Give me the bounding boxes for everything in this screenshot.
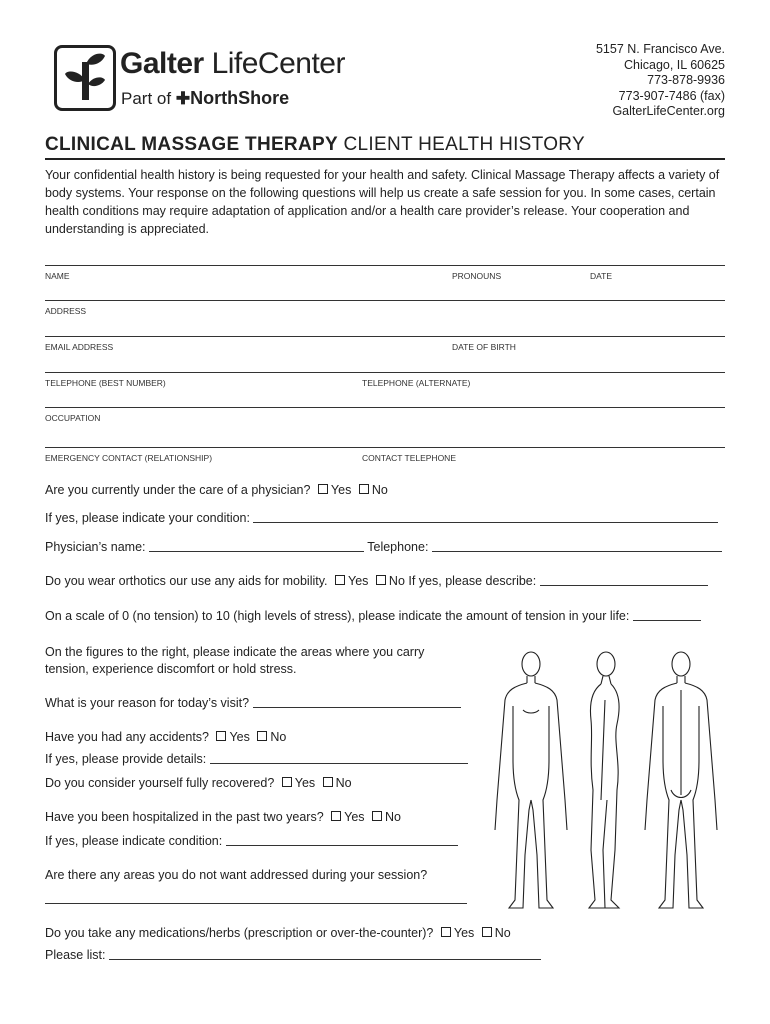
emergency-line[interactable]: [45, 447, 725, 448]
address-phone: 773-878-9936: [647, 73, 725, 87]
details-blank[interactable]: [210, 752, 468, 764]
reason-question: [45, 696, 461, 710]
condition-blank[interactable]: [253, 511, 718, 523]
contact-telephone-label: CONTACT TELEPHONE: [362, 453, 456, 463]
title-regular: CLIENT HEALTH HISTORY: [343, 134, 585, 155]
physician-yes-label: Yes: [330, 483, 352, 497]
body-figures[interactable]: [485, 650, 725, 912]
email-line[interactable]: [45, 336, 725, 337]
dob-label: DATE OF BIRTH: [452, 342, 516, 352]
hospital-condition-blank[interactable]: [226, 834, 458, 846]
address-street: 5157 N. Francisco Ave.: [595, 42, 725, 56]
hospitalized-no-label: No: [385, 810, 402, 824]
tension-scale-question: [45, 609, 701, 623]
address-website: GalterLifeCenter.org: [612, 104, 725, 118]
occupation-line[interactable]: [45, 407, 725, 408]
please-list-blank[interactable]: [109, 948, 541, 960]
reason-text: What is your reason for today’s visit?: [45, 696, 250, 710]
medications-text: Do you take any medications/herbs (prescription or over-the-counter)?: [45, 926, 434, 940]
orthotics-yes-label: Yes: [348, 574, 369, 588]
physician-name-blank[interactable]: [149, 540, 364, 552]
hospitalized-question: [45, 810, 401, 824]
page-title: [45, 134, 585, 156]
name-line[interactable]: [45, 265, 725, 266]
recovered-text: Do you consider yourself fully recovered?: [45, 776, 275, 790]
accidents-yes-label: Yes: [229, 730, 250, 744]
brand-northshore: NorthShore: [190, 88, 290, 108]
brand-lifecenter: LifeCenter: [211, 47, 345, 80]
accidents-no-label: No: [270, 730, 287, 744]
logo-mark: [54, 45, 116, 111]
areas-blank[interactable]: [45, 903, 467, 904]
medications-question: [45, 926, 511, 940]
body-figure-front[interactable]: [495, 652, 567, 908]
condition-question: [45, 511, 718, 525]
cross-icon: ✚: [175, 89, 191, 108]
physician-text: Are you currently under the care of a physician?: [45, 483, 311, 497]
telephone-best-label: TELEPHONE (BEST NUMBER): [45, 378, 166, 388]
physician-yes-checkbox[interactable]: [318, 484, 328, 494]
condition-text: If yes, please indicate your condition:: [45, 511, 250, 525]
physician-telephone-text: Telephone:: [367, 540, 429, 554]
brand-affiliation: [121, 88, 289, 109]
medications-yes-checkbox[interactable]: [441, 927, 451, 937]
orthotics-yes-checkbox[interactable]: [335, 575, 345, 585]
occupation-label: OCCUPATION: [45, 413, 101, 423]
brand-name: [120, 47, 345, 81]
figures-instruction-line2: tension, experience discomfort or hold stress.: [45, 662, 297, 676]
orthotics-text: Do you wear orthotics our use any aids for mobility.: [45, 574, 328, 588]
medications-no-checkbox[interactable]: [482, 927, 492, 937]
orthotics-describe-text: If yes, please describe:: [408, 574, 537, 588]
telephone-alt-label: TELEPHONE (ALTERNATE): [362, 378, 471, 388]
body-figure-back[interactable]: [645, 652, 717, 908]
please-list-text: Please list:: [45, 948, 106, 962]
areas-question: [45, 868, 427, 882]
name-label: NAME: [45, 271, 70, 281]
physician-telephone-blank[interactable]: [432, 540, 722, 552]
recovered-question: [45, 776, 352, 790]
tension-scale-blank[interactable]: [633, 609, 701, 621]
address-line[interactable]: [45, 300, 725, 301]
hospitalized-yes-checkbox[interactable]: [331, 811, 341, 821]
details-text: If yes, please provide details:: [45, 752, 207, 766]
physician-question: [45, 483, 388, 497]
address-city: Chicago, IL 60625: [623, 57, 725, 72]
medications-yes-label: Yes: [453, 926, 475, 940]
body-figure-side[interactable]: [589, 652, 619, 908]
recovered-no-checkbox[interactable]: [323, 777, 333, 787]
accidents-question: [45, 730, 286, 744]
date-label: DATE: [590, 271, 613, 281]
hospitalized-no-checkbox[interactable]: [372, 811, 382, 821]
accidents-text: Have you had any accidents?: [45, 730, 209, 744]
brand-partof: Part of: [121, 89, 172, 108]
physician-no-label: No: [371, 483, 388, 497]
orthotics-describe-blank[interactable]: [540, 574, 708, 586]
physician-name-row: [45, 540, 722, 554]
intro-paragraph: Your confidential health history is being requested for your health and safety. Clinical Massage Therapy affects a variety of body systems. Your response on the following questions will help us create a safe session for you. In some cases, certain health conditions may require adaptation of application and/or a health care provider’s release. Your cooperation and understanding is appreciated.: [45, 168, 720, 236]
orthotics-question: [45, 574, 708, 588]
tension-scale-text: On a scale of 0 (no tension) to 10 (high levels of stress), please indicate the amount of tension in your life:: [45, 609, 630, 623]
pronouns-label: PRONOUNS: [452, 271, 502, 281]
hospitalized-yes-label: Yes: [344, 810, 365, 824]
recovered-yes-label: Yes: [294, 776, 316, 790]
figures-instruction: [45, 644, 424, 678]
figures-instruction-line1: On the figures to the right, please indicate the areas where you carry: [45, 645, 425, 659]
telephone-line[interactable]: [45, 372, 725, 373]
recovered-no-label: No: [335, 776, 352, 790]
address-label: ADDRESS: [45, 306, 87, 316]
details-question: [45, 752, 468, 766]
hospital-condition-text: If yes, please indicate condition:: [45, 834, 223, 848]
physician-no-checkbox[interactable]: [359, 484, 369, 494]
areas-text: Are there any areas you do not want addressed during your session?: [45, 868, 428, 882]
title-bold: CLINICAL MASSAGE THERAPY: [45, 134, 338, 155]
sprout-icon: [57, 48, 113, 108]
accidents-yes-checkbox[interactable]: [216, 731, 226, 741]
contact-address: [596, 42, 725, 120]
emergency-contact-label: EMERGENCY CONTACT (RELATIONSHIP): [45, 453, 213, 463]
orthotics-no-label: No: [388, 574, 405, 588]
recovered-yes-checkbox[interactable]: [282, 777, 292, 787]
orthotics-no-checkbox[interactable]: [376, 575, 386, 585]
medications-no-label: No: [494, 926, 511, 940]
hospitalized-text: Have you been hospitalized in the past two years?: [45, 810, 324, 824]
email-label: EMAIL ADDRESS: [45, 342, 114, 352]
title-divider: [45, 158, 725, 160]
hospital-condition-question: [45, 834, 458, 848]
accidents-no-checkbox[interactable]: [257, 731, 267, 741]
brand-galter: Galter: [120, 47, 204, 80]
physician-name-text: Physician’s name:: [45, 540, 146, 554]
please-list-row: [45, 948, 541, 962]
address-fax: 773-907-7486 (fax): [618, 88, 725, 103]
reason-blank[interactable]: [253, 696, 461, 708]
